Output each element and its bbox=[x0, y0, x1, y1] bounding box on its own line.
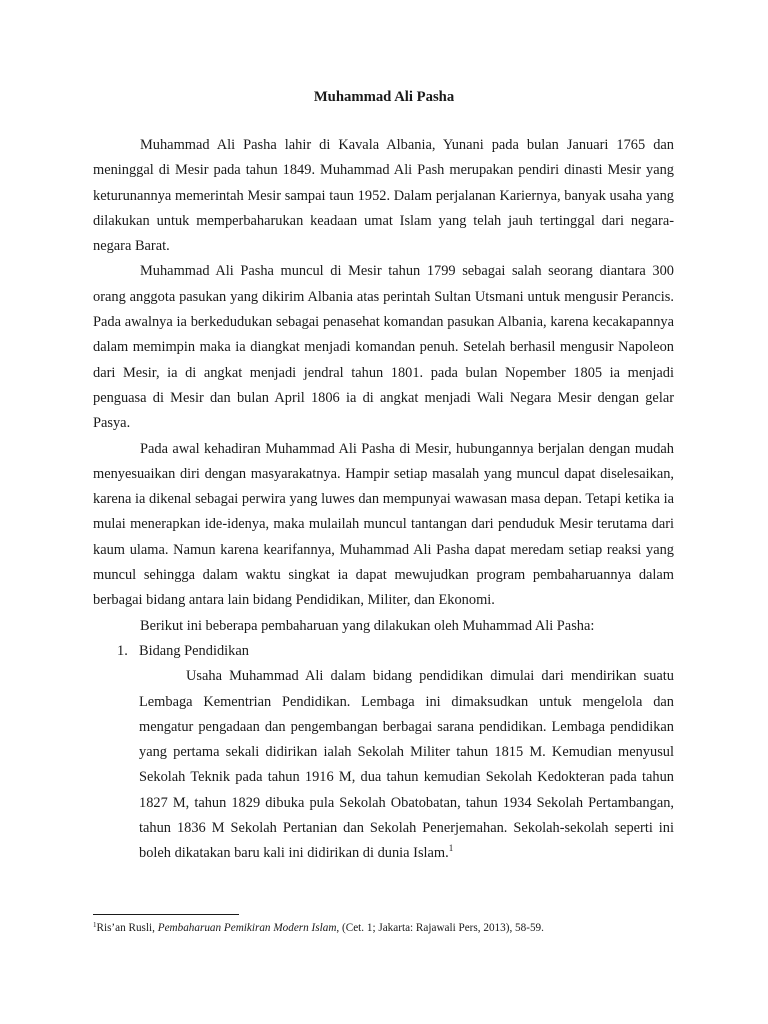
footnote-separator bbox=[93, 914, 239, 915]
footnote-book-title: Pembaharuan Pemikiran Modern Islam bbox=[157, 922, 337, 934]
reform-list bbox=[93, 639, 674, 867]
footnote bbox=[93, 920, 713, 936]
paragraph-arrival: Muhammad Ali Pasha muncul di Mesir tahun 1799 sebagai salah seorang diantara 300 orang anggota pasukan yang dikirim Albania atas perintah Sultan Utsmani untuk mengusir Perancis. Pada awalnya ia berkedudukan sebagai penasehat komandan pasukan Albania, karena kecakapannya dalam memimpin maka ia diangkat menjadi komandan penuh. Setelah berhasil mengusir Napoleon dari Mesir, ia di angkat menjadi jendral tahun 1801. pada bulan Nopember 1805 ia menjadi penguasa di Mesir dan bulan April 1806 ia di angkat menjadi Wali Negara Mesir dengan gelar Pasya. bbox=[93, 263, 674, 432]
footnote-reference[interactable]: 1 bbox=[448, 843, 454, 854]
list-item-title: Bidang Pendidikan bbox=[139, 642, 249, 659]
paragraph-birth: Muhammad Ali Pasha lahir di Kavala Albania, Yunani pada bulan Januari 1765 dan meninggal di Mesir pada tahun 1849. Muhammad Ali Pash merupakan pendiri dinasti Mesir yang keturunannya memerintah Mesir sampai taun 1952. Dalam perjalanan Kariernya, banyak usaha yang dilakukan untuk memperbaharukan keadaan umat Islam yang telah jauh tertinggal dari negara-negara Barat. bbox=[93, 137, 674, 255]
list-item-text bbox=[93, 664, 674, 866]
list-item-number: 1. bbox=[117, 642, 128, 659]
footnote-details: , (Cet. 1; Jakarta: Rajawali Pers, 2013), 58-59. bbox=[336, 922, 544, 934]
paragraph-list-intro: Berikut ini beberapa pembaharuan yang dilakukan oleh Muhammad Ali Pasha: bbox=[140, 617, 595, 634]
footnote-marker: 1 bbox=[93, 921, 97, 929]
list-item-heading bbox=[93, 639, 674, 664]
footnote-author: Ris’an Rusli, bbox=[96, 922, 158, 934]
page-title: Muhammad Ali Pasha bbox=[313, 89, 455, 105]
document-body bbox=[93, 133, 674, 867]
list-item-text-content: Usaha Muhammad Ali dalam bidang pendidikan dimulai dari mendirikan suatu Lembaga Kementrian Pendidikan. Lembaga ini dimaksudkan untuk mengelola dan mengatur pengadaan dan pengembangan berbagai sarana pendidikan. Lembaga pendidikan yang pertama sekali didirikan ialah Sekolah Militer tahun 1815 M. Kemudian menyusul Sekolah Teknik pada tahun 1916 M, dua tahun kemudian Sekolah Kedokteran pada tahun 1827 M, tahun 1829 dibuka pula Sekolah Obatobatan, tahun 1934 Sekolah Pertambangan, tahun 1836 M Sekolah Pertanian dan Sekolah Penerjemahan. Sekolah-sekolah seperti ini boleh dikatakan baru kali ini didirikan di dunia Islam. bbox=[139, 668, 674, 862]
paragraph-early-reign: Pada awal kehadiran Muhammad Ali Pasha di Mesir, hubungannya berjalan dengan mudah menyesuaikan diri dengan masyarakatnya. Hampir setiap masalah yang muncul dapat diselesaikan, karena ia dikenal sebagai perwira yang luwes dan mempunyai wawasan masa depan. Tetapi ketika ia mulai menerapkan ide-idenya, maka mulailah muncul tantangan dari penduduk Mesir terutama dari kaum ulama. Namun karena kearifannya, Muhammad Ali Pasha dapat meredam setiap reaksi yang muncul sehingga dalam waktu singkat ia dapat mewujudkan program pembaharuannya dalam berbagai bidang antara lain bidang Pendidikan, Militer, dan Ekonomi. bbox=[93, 440, 674, 609]
